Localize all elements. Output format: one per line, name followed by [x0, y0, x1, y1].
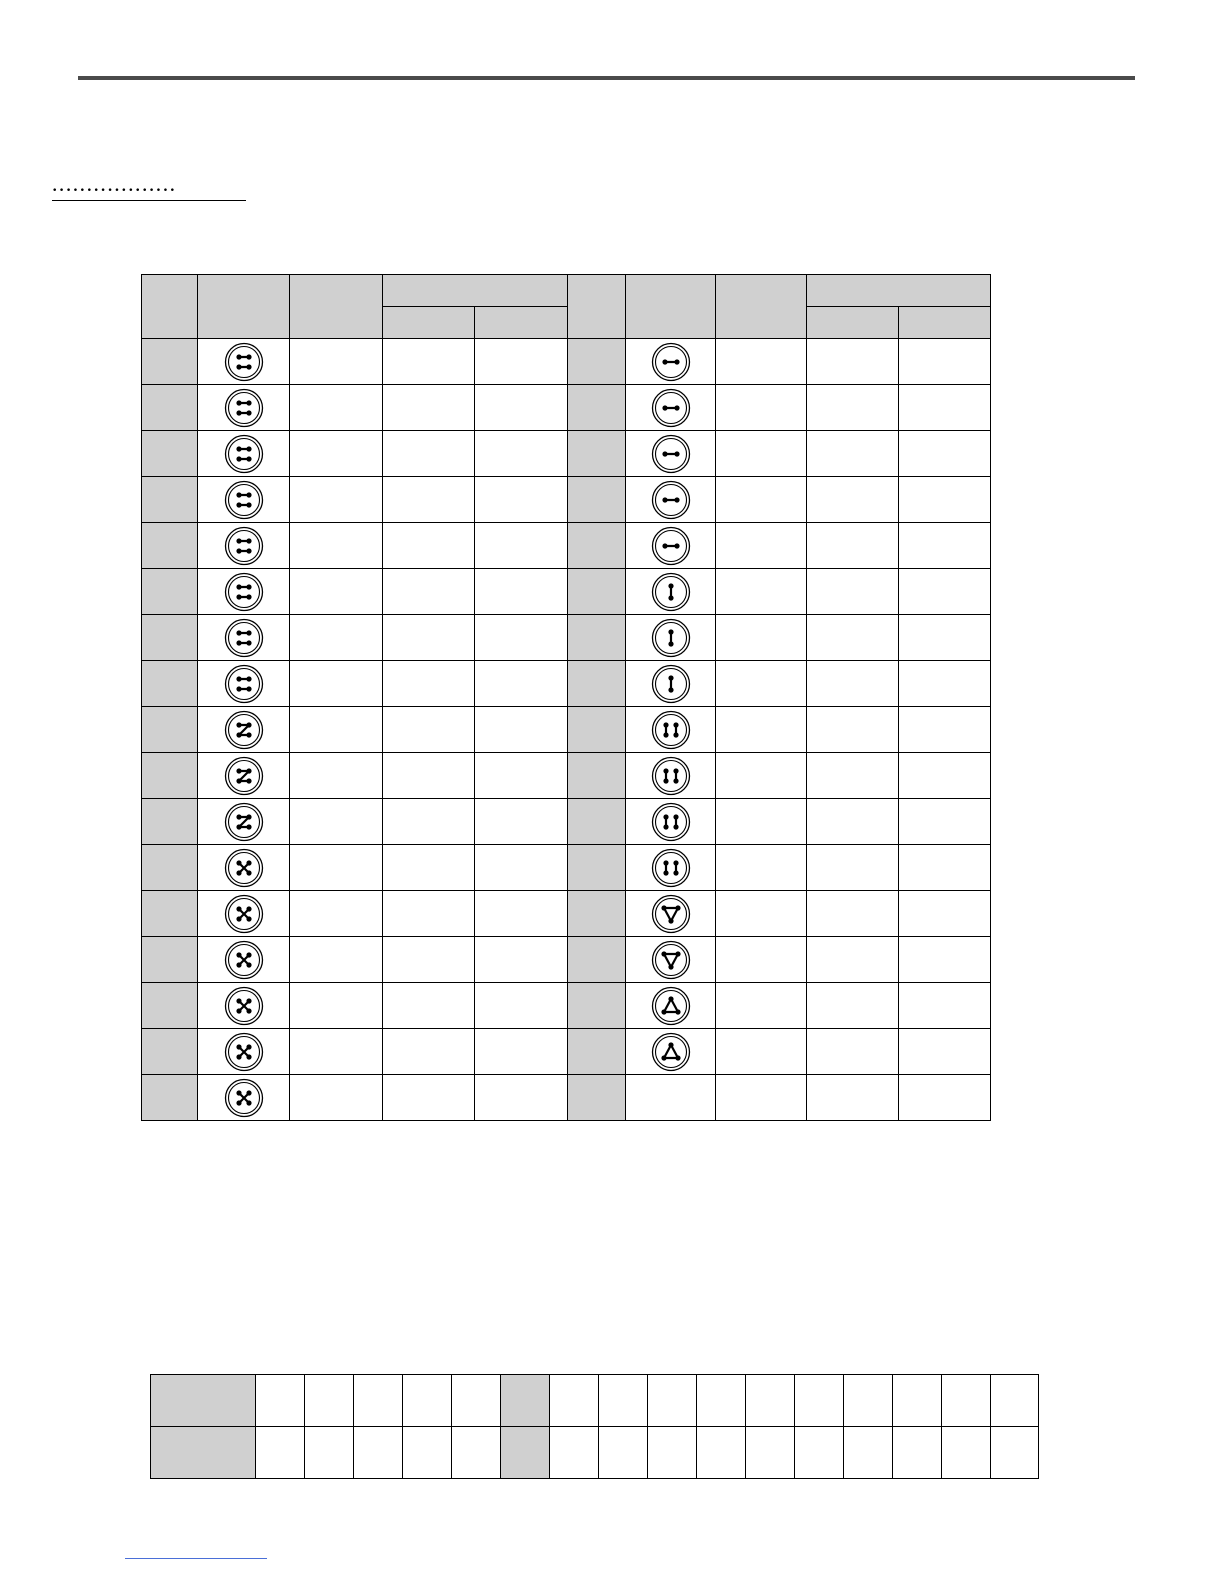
left-type-cell: [290, 661, 383, 707]
three-hole-triangle-button-icon: [651, 1032, 691, 1072]
left-pattern-cell: [198, 891, 290, 937]
left-type-cell: [290, 799, 383, 845]
header-cell-right-no: [568, 275, 626, 339]
size-table-row-1: [151, 1375, 1039, 1427]
size-cell: [550, 1375, 599, 1427]
right-value-a-cell: [807, 707, 899, 753]
two-hole-vertical-button-icon: [651, 572, 691, 612]
size-cell: [893, 1375, 942, 1427]
left-value-b-cell: [475, 891, 568, 937]
left-value-b-cell: [475, 431, 568, 477]
left-type-cell: [290, 753, 383, 799]
left-value-a-cell: [383, 937, 475, 983]
left-pattern-cell: [198, 845, 290, 891]
left-value-b-cell: [475, 385, 568, 431]
right-value-a-cell: [807, 1029, 899, 1075]
four-hole-parallel-horizontal-button-icon: [224, 388, 264, 428]
left-pattern-cell: [198, 707, 290, 753]
four-hole-parallel-vertical-button-icon: [651, 756, 691, 796]
four-hole-cross-stitch-button-icon: [224, 894, 264, 934]
left-pattern-cell: [198, 385, 290, 431]
right-no-cell: [568, 661, 626, 707]
right-pattern-cell: [626, 569, 716, 615]
header-cell-right-sub-b: [899, 307, 991, 339]
left-value-b-cell: [475, 753, 568, 799]
header-cell-left-sub-b: [475, 307, 568, 339]
right-value-a-cell: [807, 1075, 899, 1121]
header-cell-right-type: [716, 275, 807, 339]
right-pattern-cell: [626, 339, 716, 385]
table-row: [142, 385, 991, 431]
size-cell: [893, 1427, 942, 1479]
left-type-cell: [290, 891, 383, 937]
right-pattern-cell: [626, 845, 716, 891]
size-cell: [599, 1427, 648, 1479]
left-type-cell: [290, 523, 383, 569]
left-pattern-cell: [198, 983, 290, 1029]
left-type-cell: [290, 477, 383, 523]
right-value-a-cell: [807, 845, 899, 891]
four-hole-cross-stitch-button-icon: [224, 986, 264, 1026]
size-cell: [452, 1427, 501, 1479]
table-row: [142, 477, 991, 523]
right-no-cell: [568, 569, 626, 615]
right-type-cell: [716, 339, 807, 385]
right-pattern-cell: [626, 799, 716, 845]
left-no-cell: [142, 339, 198, 385]
size-cell: [795, 1375, 844, 1427]
left-pattern-cell: [198, 753, 290, 799]
table-row: [142, 1029, 991, 1075]
four-hole-cross-stitch-button-icon: [224, 1078, 264, 1118]
left-type-cell: [290, 615, 383, 661]
left-pattern-cell: [198, 1075, 290, 1121]
three-hole-inverted-triangle-button-icon: [651, 894, 691, 934]
right-no-cell: [568, 1075, 626, 1121]
left-pattern-cell: [198, 937, 290, 983]
right-value-b-cell: [899, 891, 991, 937]
right-no-cell: [568, 753, 626, 799]
right-value-b-cell: [899, 1075, 991, 1121]
right-value-a-cell: [807, 339, 899, 385]
left-type-cell: [290, 431, 383, 477]
size-cell: [305, 1427, 354, 1479]
left-value-a-cell: [383, 477, 475, 523]
right-value-a-cell: [807, 983, 899, 1029]
header-cell-right-sub-a: [807, 307, 899, 339]
left-value-a-cell: [383, 431, 475, 477]
two-hole-horizontal-button-icon: [651, 388, 691, 428]
size-cell: [550, 1427, 599, 1479]
size-cell: [844, 1375, 893, 1427]
table-row: [142, 569, 991, 615]
four-hole-cross-stitch-button-icon: [224, 940, 264, 980]
left-value-b-cell: [475, 937, 568, 983]
size-cell: [697, 1427, 746, 1479]
four-hole-parallel-horizontal-button-icon: [224, 434, 264, 474]
four-hole-cross-stitch-button-icon: [224, 1032, 264, 1072]
left-no-cell: [142, 937, 198, 983]
header-cell-right-pattern: [626, 275, 716, 339]
right-type-cell: [716, 615, 807, 661]
right-value-a-cell: [807, 615, 899, 661]
right-pattern-cell: [626, 1075, 716, 1121]
left-value-a-cell: [383, 1029, 475, 1075]
right-no-cell: [568, 385, 626, 431]
table-row: [142, 661, 991, 707]
left-value-b-cell: [475, 477, 568, 523]
left-no-cell: [142, 385, 198, 431]
right-type-cell: [716, 845, 807, 891]
size-cell: [452, 1375, 501, 1427]
right-type-cell: [716, 1029, 807, 1075]
left-value-a-cell: [383, 615, 475, 661]
right-type-cell: [716, 477, 807, 523]
right-pattern-cell: [626, 707, 716, 753]
size-cell: [403, 1427, 452, 1479]
size-table-row-2: [151, 1427, 1039, 1479]
left-value-a-cell: [383, 661, 475, 707]
header-cell-right-group: [807, 275, 991, 307]
two-hole-horizontal-button-icon: [651, 526, 691, 566]
right-type-cell: [716, 431, 807, 477]
left-no-cell: [142, 1029, 198, 1075]
four-hole-parallel-horizontal-button-icon: [224, 572, 264, 612]
left-value-a-cell: [383, 569, 475, 615]
table-row: [142, 339, 991, 385]
left-no-cell: [142, 661, 198, 707]
size-cell: [599, 1375, 648, 1427]
right-no-cell: [568, 615, 626, 661]
left-type-cell: [290, 385, 383, 431]
table-row: [142, 1075, 991, 1121]
left-type-cell: [290, 339, 383, 385]
left-value-b-cell: [475, 1075, 568, 1121]
left-no-cell: [142, 891, 198, 937]
right-value-a-cell: [807, 385, 899, 431]
left-value-b-cell: [475, 799, 568, 845]
right-type-cell: [716, 799, 807, 845]
two-hole-horizontal-button-icon: [651, 342, 691, 382]
left-pattern-cell: [198, 1029, 290, 1075]
right-pattern-cell: [626, 615, 716, 661]
left-value-b-cell: [475, 845, 568, 891]
right-no-cell: [568, 891, 626, 937]
right-type-cell: [716, 937, 807, 983]
right-pattern-cell: [626, 431, 716, 477]
left-no-cell: [142, 753, 198, 799]
right-value-b-cell: [899, 799, 991, 845]
four-hole-parallel-vertical-button-icon: [651, 848, 691, 888]
right-value-a-cell: [807, 569, 899, 615]
size-cell: [256, 1427, 305, 1479]
table-row: [142, 845, 991, 891]
right-no-cell: [568, 339, 626, 385]
two-hole-vertical-button-icon: [651, 618, 691, 658]
left-no-cell: [142, 431, 198, 477]
left-type-cell: [290, 845, 383, 891]
right-type-cell: [716, 983, 807, 1029]
left-value-a-cell: [383, 753, 475, 799]
right-no-cell: [568, 431, 626, 477]
four-hole-parallel-horizontal-button-icon: [224, 526, 264, 566]
header-cell-left-type: [290, 275, 383, 339]
size-row-header: [151, 1427, 256, 1479]
size-cell: [942, 1427, 991, 1479]
right-pattern-cell: [626, 891, 716, 937]
right-value-b-cell: [899, 661, 991, 707]
right-value-b-cell: [899, 707, 991, 753]
right-value-b-cell: [899, 385, 991, 431]
left-type-cell: [290, 937, 383, 983]
left-value-b-cell: [475, 615, 568, 661]
left-value-b-cell: [475, 983, 568, 1029]
two-hole-horizontal-button-icon: [651, 434, 691, 474]
two-hole-horizontal-button-icon: [651, 480, 691, 520]
left-value-a-cell: [383, 845, 475, 891]
right-value-b-cell: [899, 477, 991, 523]
four-hole-parallel-horizontal-button-icon: [224, 618, 264, 658]
right-type-cell: [716, 753, 807, 799]
left-no-cell: [142, 615, 198, 661]
right-type-cell: [716, 707, 807, 753]
left-no-cell: [142, 1075, 198, 1121]
right-value-b-cell: [899, 937, 991, 983]
right-value-a-cell: [807, 523, 899, 569]
right-no-cell: [568, 707, 626, 753]
left-no-cell: [142, 845, 198, 891]
left-pattern-cell: [198, 799, 290, 845]
right-no-cell: [568, 1029, 626, 1075]
right-pattern-cell: [626, 477, 716, 523]
right-pattern-cell: [626, 385, 716, 431]
right-value-b-cell: [899, 569, 991, 615]
right-value-b-cell: [899, 523, 991, 569]
size-cell: [746, 1427, 795, 1479]
left-value-b-cell: [475, 1029, 568, 1075]
left-no-cell: [142, 799, 198, 845]
left-type-cell: [290, 707, 383, 753]
header-cell-left-group: [383, 275, 568, 307]
size-cell: [844, 1427, 893, 1479]
table-row: [142, 937, 991, 983]
table-row: [142, 983, 991, 1029]
left-pattern-cell: [198, 477, 290, 523]
left-value-a-cell: [383, 707, 475, 753]
button-table-body: [142, 339, 991, 1121]
size-cell: [305, 1375, 354, 1427]
left-value-b-cell: [475, 523, 568, 569]
four-hole-z-stitch-button-icon: [224, 710, 264, 750]
left-pattern-cell: [198, 569, 290, 615]
right-value-b-cell: [899, 1029, 991, 1075]
right-pattern-cell: [626, 937, 716, 983]
table-row: [142, 431, 991, 477]
right-no-cell: [568, 937, 626, 983]
two-hole-vertical-button-icon: [651, 664, 691, 704]
left-pattern-cell: [198, 523, 290, 569]
header-cell-left-sub-a: [383, 307, 475, 339]
right-value-a-cell: [807, 799, 899, 845]
four-hole-z-stitch-button-icon: [224, 802, 264, 842]
right-no-cell: [568, 845, 626, 891]
right-value-a-cell: [807, 753, 899, 799]
right-value-b-cell: [899, 753, 991, 799]
right-type-cell: [716, 569, 807, 615]
right-value-b-cell: [899, 983, 991, 1029]
left-value-a-cell: [383, 385, 475, 431]
section-link[interactable]: ••••••••••••••••••: [52, 186, 246, 201]
table-row: [142, 707, 991, 753]
left-no-cell: [142, 707, 198, 753]
right-value-a-cell: [807, 937, 899, 983]
size-cell: [942, 1375, 991, 1427]
right-value-a-cell: [807, 891, 899, 937]
left-value-a-cell: [383, 523, 475, 569]
table-row: [142, 753, 991, 799]
right-value-b-cell: [899, 431, 991, 477]
table-row: [142, 891, 991, 937]
size-cell: [746, 1375, 795, 1427]
left-no-cell: [142, 477, 198, 523]
table-row: [142, 523, 991, 569]
left-type-cell: [290, 983, 383, 1029]
right-pattern-cell: [626, 523, 716, 569]
left-no-cell: [142, 523, 198, 569]
left-value-b-cell: [475, 707, 568, 753]
left-value-a-cell: [383, 799, 475, 845]
left-pattern-cell: [198, 339, 290, 385]
left-pattern-cell: [198, 661, 290, 707]
left-type-cell: [290, 1029, 383, 1075]
left-value-a-cell: [383, 339, 475, 385]
right-pattern-cell: [626, 661, 716, 707]
left-type-cell: [290, 569, 383, 615]
left-no-cell: [142, 569, 198, 615]
size-cell: [697, 1375, 746, 1427]
four-hole-parallel-vertical-button-icon: [651, 802, 691, 842]
left-type-cell: [290, 1075, 383, 1121]
footer-link[interactable]: [125, 1544, 267, 1559]
right-no-cell: [568, 523, 626, 569]
right-pattern-cell: [626, 753, 716, 799]
size-cell-divider: [501, 1427, 550, 1479]
right-value-a-cell: [807, 477, 899, 523]
button-pattern-table: [141, 274, 991, 1121]
size-cell: [403, 1375, 452, 1427]
left-pattern-cell: [198, 431, 290, 477]
size-cell: [256, 1375, 305, 1427]
right-value-b-cell: [899, 615, 991, 661]
right-type-cell: [716, 1075, 807, 1121]
size-cell-divider: [501, 1375, 550, 1427]
four-hole-cross-stitch-button-icon: [224, 848, 264, 888]
left-pattern-cell: [198, 615, 290, 661]
right-value-a-cell: [807, 431, 899, 477]
right-type-cell: [716, 385, 807, 431]
right-type-cell: [716, 523, 807, 569]
header-cell-left-no: [142, 275, 198, 339]
right-no-cell: [568, 477, 626, 523]
header-cell-left-pattern: [198, 275, 290, 339]
four-hole-z-stitch-button-icon: [224, 756, 264, 796]
size-table: [150, 1374, 1039, 1479]
left-value-b-cell: [475, 569, 568, 615]
left-value-a-cell: [383, 891, 475, 937]
header-rule: [78, 76, 1135, 80]
size-cell: [648, 1427, 697, 1479]
left-no-cell: [142, 983, 198, 1029]
right-value-b-cell: [899, 339, 991, 385]
four-hole-parallel-horizontal-button-icon: [224, 664, 264, 704]
right-value-a-cell: [807, 661, 899, 707]
right-pattern-cell: [626, 983, 716, 1029]
size-cell: [795, 1427, 844, 1479]
four-hole-parallel-horizontal-button-icon: [224, 342, 264, 382]
three-hole-triangle-button-icon: [651, 986, 691, 1026]
size-row-header: [151, 1375, 256, 1427]
size-cell: [648, 1375, 697, 1427]
right-type-cell: [716, 661, 807, 707]
left-value-a-cell: [383, 983, 475, 1029]
left-value-b-cell: [475, 661, 568, 707]
right-no-cell: [568, 799, 626, 845]
size-cell: [354, 1375, 403, 1427]
three-hole-inverted-triangle-button-icon: [651, 940, 691, 980]
right-pattern-cell: [626, 1029, 716, 1075]
size-cell: [354, 1427, 403, 1479]
right-type-cell: [716, 891, 807, 937]
left-value-a-cell: [383, 1075, 475, 1121]
table-row: [142, 799, 991, 845]
table-row: [142, 615, 991, 661]
four-hole-parallel-horizontal-button-icon: [224, 480, 264, 520]
right-no-cell: [568, 983, 626, 1029]
left-value-b-cell: [475, 339, 568, 385]
right-value-b-cell: [899, 845, 991, 891]
size-cell: [991, 1375, 1039, 1427]
size-cell: [991, 1427, 1039, 1479]
four-hole-parallel-vertical-button-icon: [651, 710, 691, 750]
